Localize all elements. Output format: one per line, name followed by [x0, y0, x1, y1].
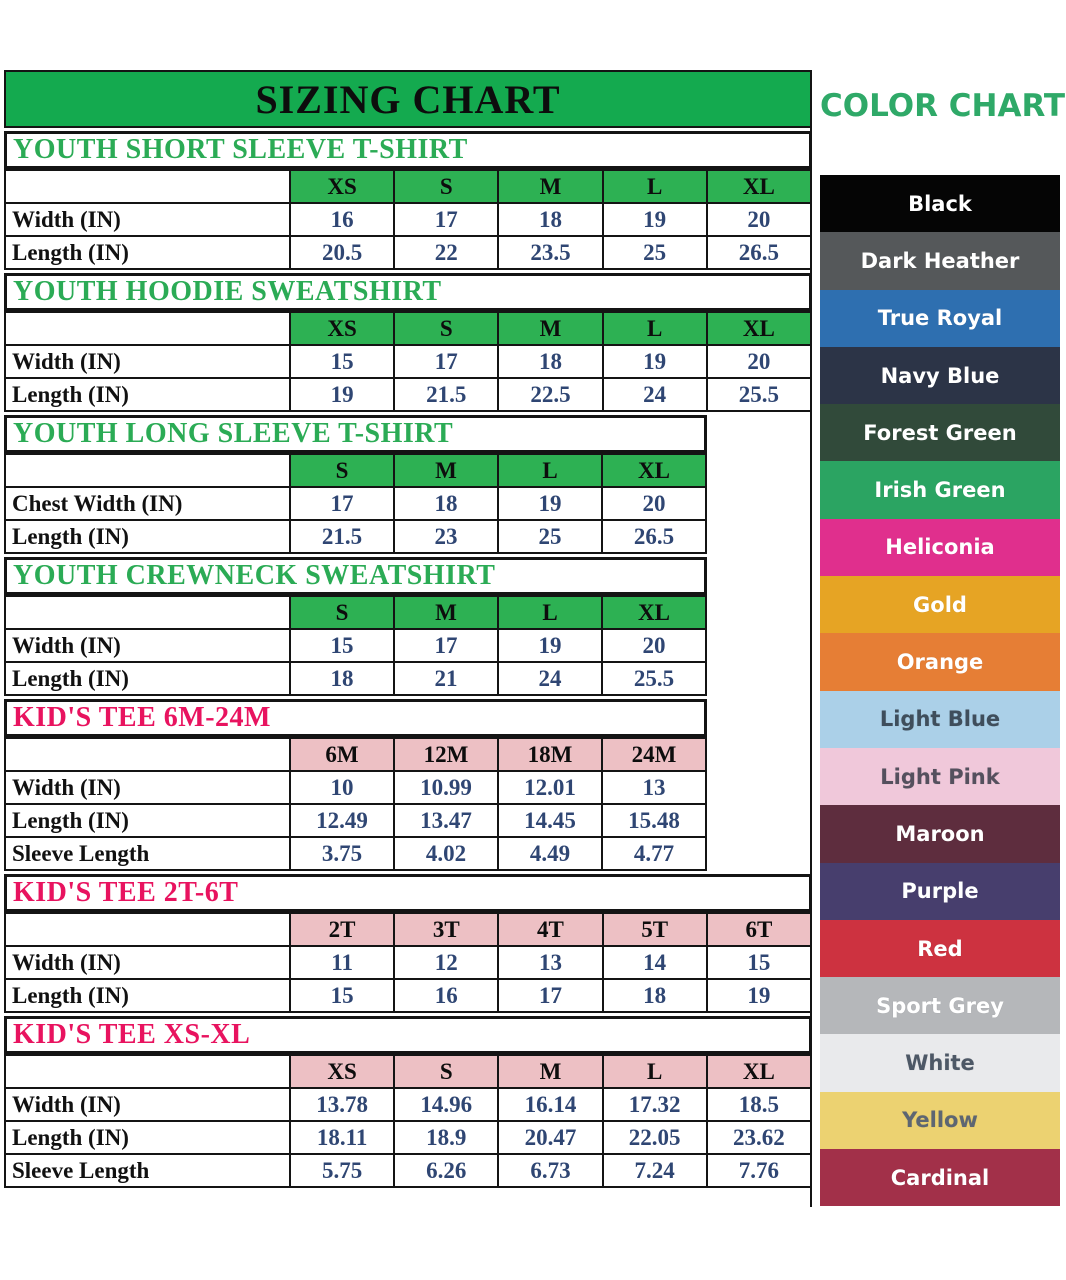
- size-column-header: 2T: [290, 913, 394, 946]
- measure-label: Sleeve Length: [5, 837, 290, 870]
- size-column-header: XS: [290, 1055, 394, 1088]
- measure-value: 16: [290, 203, 394, 236]
- measure-value: 18.9: [394, 1121, 498, 1154]
- measure-value: 18: [498, 203, 602, 236]
- measure-value: 25: [603, 236, 707, 269]
- measure-value: 13: [602, 771, 706, 804]
- measure-value: 20: [602, 629, 706, 662]
- measure-value: 18: [394, 487, 498, 520]
- measure-value: 20: [707, 345, 811, 378]
- color-swatch-maroon: Maroon: [820, 805, 1060, 862]
- measure-value: 15: [707, 946, 811, 979]
- size-data-row: [5, 1088, 811, 1121]
- color-swatch-black: Black: [820, 175, 1060, 232]
- size-data-row: [5, 345, 811, 378]
- measure-value: 13.78: [290, 1088, 394, 1121]
- color-swatch-true-royal: True Royal: [820, 290, 1060, 347]
- measure-value: 4.02: [394, 837, 498, 870]
- measure-label: Width (IN): [5, 203, 290, 236]
- size-column-header: M: [498, 170, 602, 203]
- size-column-header: M: [394, 454, 498, 487]
- size-data-row: [5, 487, 706, 520]
- measure-value: 16.14: [498, 1088, 602, 1121]
- size-table: [4, 453, 707, 554]
- size-section: [4, 131, 812, 270]
- measure-value: 13.47: [394, 804, 498, 837]
- size-table: [4, 311, 812, 412]
- measure-value: 23: [394, 520, 498, 553]
- measure-value: 24: [498, 662, 602, 695]
- size-section: [4, 415, 707, 554]
- measure-label: Length (IN): [5, 520, 290, 553]
- measure-value: 25: [498, 520, 602, 553]
- measure-value: 6.73: [498, 1154, 602, 1187]
- measure-value: 17: [394, 203, 498, 236]
- size-section: [4, 1016, 812, 1188]
- measure-value: 10: [290, 771, 394, 804]
- section-title: KID'S TEE 6M-24M: [4, 699, 707, 737]
- measure-value: 22.5: [498, 378, 602, 411]
- measure-label: Length (IN): [5, 236, 290, 269]
- size-section: [4, 874, 812, 1013]
- measure-value: 21.5: [290, 520, 394, 553]
- size-data-row: [5, 203, 811, 236]
- measure-value: 23.5: [498, 236, 602, 269]
- measure-value: 16: [394, 979, 498, 1012]
- measure-value: 14: [603, 946, 707, 979]
- sizing-chart-title-bar: [4, 70, 812, 128]
- size-column-header: M: [498, 312, 602, 345]
- color-chart-title: COLOR CHART: [820, 88, 1066, 124]
- measure-value: 17: [498, 979, 602, 1012]
- measure-value: 20: [602, 487, 706, 520]
- size-column-header: 24M: [602, 738, 706, 771]
- size-data-row: [5, 837, 706, 870]
- measure-value: 21.5: [394, 378, 498, 411]
- size-section: [4, 273, 812, 412]
- size-data-row: [5, 662, 706, 695]
- size-column-header: L: [498, 596, 602, 629]
- measure-value: 15: [290, 979, 394, 1012]
- size-column-header: XL: [602, 596, 706, 629]
- section-title: YOUTH LONG SLEEVE T-SHIRT: [4, 415, 707, 453]
- measure-value: 19: [603, 203, 707, 236]
- section-title: KID'S TEE XS-XL: [4, 1016, 812, 1054]
- measure-value: 17: [394, 345, 498, 378]
- measure-value: 20: [707, 203, 811, 236]
- measure-label: Width (IN): [5, 629, 290, 662]
- measure-value: 17: [290, 487, 394, 520]
- corner-cell: [5, 913, 290, 946]
- sizing-chart-area: [4, 70, 812, 1188]
- measure-value: 5.75: [290, 1154, 394, 1187]
- color-swatch-dark-heather: Dark Heather: [820, 232, 1060, 289]
- size-column-header: 3T: [394, 913, 498, 946]
- measure-value: 13: [498, 946, 602, 979]
- measure-label: Width (IN): [5, 946, 290, 979]
- measure-value: 4.77: [602, 837, 706, 870]
- measure-value: 18.5: [707, 1088, 811, 1121]
- size-column-header: XL: [602, 454, 706, 487]
- measure-label: Length (IN): [5, 1121, 290, 1154]
- measure-label: Length (IN): [5, 804, 290, 837]
- size-data-row: [5, 1154, 811, 1187]
- color-swatch-orange: Orange: [820, 633, 1060, 690]
- size-section: [4, 557, 707, 696]
- size-data-row: [5, 378, 811, 411]
- size-data-row: [5, 520, 706, 553]
- size-header-row: [5, 738, 706, 771]
- measure-value: 24: [603, 378, 707, 411]
- size-table: [4, 169, 812, 270]
- measure-value: 12.01: [498, 771, 602, 804]
- measure-value: 19: [707, 979, 811, 1012]
- color-swatch-sport-grey: Sport Grey: [820, 977, 1060, 1034]
- measure-label: Length (IN): [5, 662, 290, 695]
- color-swatch-light-blue: Light Blue: [820, 691, 1060, 748]
- corner-cell: [5, 1055, 290, 1088]
- size-column-header: M: [498, 1055, 602, 1088]
- measure-value: 3.75: [290, 837, 394, 870]
- size-data-row: [5, 236, 811, 269]
- measure-value: 11: [290, 946, 394, 979]
- corner-cell: [5, 596, 290, 629]
- sizing-sections: [4, 131, 812, 1188]
- measure-value: 4.49: [498, 837, 602, 870]
- corner-cell: [5, 738, 290, 771]
- size-column-header: S: [290, 454, 394, 487]
- measure-value: 22: [394, 236, 498, 269]
- size-column-header: 12M: [394, 738, 498, 771]
- measure-value: 19: [498, 487, 602, 520]
- size-column-header: 6M: [290, 738, 394, 771]
- color-swatch-white: White: [820, 1034, 1060, 1091]
- size-header-row: [5, 170, 811, 203]
- size-table: [4, 737, 707, 871]
- color-swatch-gold: Gold: [820, 576, 1060, 633]
- size-column-header: S: [290, 596, 394, 629]
- measure-value: 18: [290, 662, 394, 695]
- measure-value: 14.96: [394, 1088, 498, 1121]
- measure-value: 25.5: [707, 378, 811, 411]
- size-column-header: L: [603, 1055, 707, 1088]
- size-column-header: XS: [290, 170, 394, 203]
- size-column-header: M: [394, 596, 498, 629]
- color-swatch-yellow: Yellow: [820, 1092, 1060, 1149]
- size-table: [4, 1054, 812, 1188]
- measure-value: 26.5: [602, 520, 706, 553]
- size-column-header: 5T: [603, 913, 707, 946]
- measure-value: 19: [498, 629, 602, 662]
- color-swatch-heliconia: Heliconia: [820, 519, 1060, 576]
- size-data-row: [5, 771, 706, 804]
- size-column-header: S: [394, 170, 498, 203]
- color-swatch-irish-green: Irish Green: [820, 461, 1060, 518]
- color-swatch-light-pink: Light Pink: [820, 748, 1060, 805]
- measure-label: Sleeve Length: [5, 1154, 290, 1187]
- size-column-header: XL: [707, 1055, 811, 1088]
- section-title: YOUTH HOODIE SWEATSHIRT: [4, 273, 812, 311]
- measure-label: Length (IN): [5, 378, 290, 411]
- measure-value: 20.5: [290, 236, 394, 269]
- size-data-row: [5, 979, 811, 1012]
- measure-value: 15.48: [602, 804, 706, 837]
- measure-value: 18.11: [290, 1121, 394, 1154]
- size-column-header: 4T: [498, 913, 602, 946]
- size-data-row: [5, 946, 811, 979]
- size-column-header: L: [603, 170, 707, 203]
- section-title: KID'S TEE 2T-6T: [4, 874, 812, 912]
- measure-label: Width (IN): [5, 771, 290, 804]
- size-header-row: [5, 913, 811, 946]
- measure-value: 10.99: [394, 771, 498, 804]
- size-column-header: L: [603, 312, 707, 345]
- measure-label: Chest Width (IN): [5, 487, 290, 520]
- measure-value: 19: [603, 345, 707, 378]
- measure-value: 12.49: [290, 804, 394, 837]
- section-title: YOUTH SHORT SLEEVE T-SHIRT: [4, 131, 812, 169]
- measure-value: 21: [394, 662, 498, 695]
- measure-value: 20.47: [498, 1121, 602, 1154]
- size-column-header: S: [394, 1055, 498, 1088]
- measure-value: 6.26: [394, 1154, 498, 1187]
- size-table: [4, 912, 812, 1013]
- measure-value: 7.24: [603, 1154, 707, 1187]
- measure-value: 17.32: [603, 1088, 707, 1121]
- measure-label: Width (IN): [5, 1088, 290, 1121]
- color-swatch-list: [820, 175, 1060, 1206]
- sheet-right-border: [810, 70, 812, 1207]
- size-column-header: XS: [290, 312, 394, 345]
- color-swatch-cardinal: Cardinal: [820, 1149, 1060, 1206]
- size-column-header: XL: [707, 312, 811, 345]
- size-data-row: [5, 629, 706, 662]
- measure-label: Width (IN): [5, 345, 290, 378]
- measure-value: 7.76: [707, 1154, 811, 1187]
- measure-value: 15: [290, 629, 394, 662]
- size-table: [4, 595, 707, 696]
- size-column-header: L: [498, 454, 602, 487]
- color-swatch-navy-blue: Navy Blue: [820, 347, 1060, 404]
- measure-value: 22.05: [603, 1121, 707, 1154]
- size-section: [4, 699, 707, 871]
- size-column-header: S: [394, 312, 498, 345]
- corner-cell: [5, 454, 290, 487]
- measure-value: 14.45: [498, 804, 602, 837]
- size-column-header: 6T: [707, 913, 811, 946]
- corner-cell: [5, 170, 290, 203]
- size-column-header: 18M: [498, 738, 602, 771]
- sizing-chart-title: SIZING CHART: [255, 76, 561, 122]
- size-data-row: [5, 1121, 811, 1154]
- measure-value: 18: [603, 979, 707, 1012]
- color-swatch-purple: Purple: [820, 863, 1060, 920]
- section-title: YOUTH CREWNECK SWEATSHIRT: [4, 557, 707, 595]
- measure-value: 26.5: [707, 236, 811, 269]
- measure-value: 19: [290, 378, 394, 411]
- measure-value: 17: [394, 629, 498, 662]
- size-header-row: [5, 1055, 811, 1088]
- measure-label: Length (IN): [5, 979, 290, 1012]
- size-header-row: [5, 454, 706, 487]
- size-header-row: [5, 312, 811, 345]
- measure-value: 18: [498, 345, 602, 378]
- color-swatch-red: Red: [820, 920, 1060, 977]
- color-swatch-forest-green: Forest Green: [820, 404, 1060, 461]
- measure-value: 23.62: [707, 1121, 811, 1154]
- measure-value: 15: [290, 345, 394, 378]
- size-header-row: [5, 596, 706, 629]
- size-data-row: [5, 804, 706, 837]
- measure-value: 12: [394, 946, 498, 979]
- corner-cell: [5, 312, 290, 345]
- size-column-header: XL: [707, 170, 811, 203]
- measure-value: 25.5: [602, 662, 706, 695]
